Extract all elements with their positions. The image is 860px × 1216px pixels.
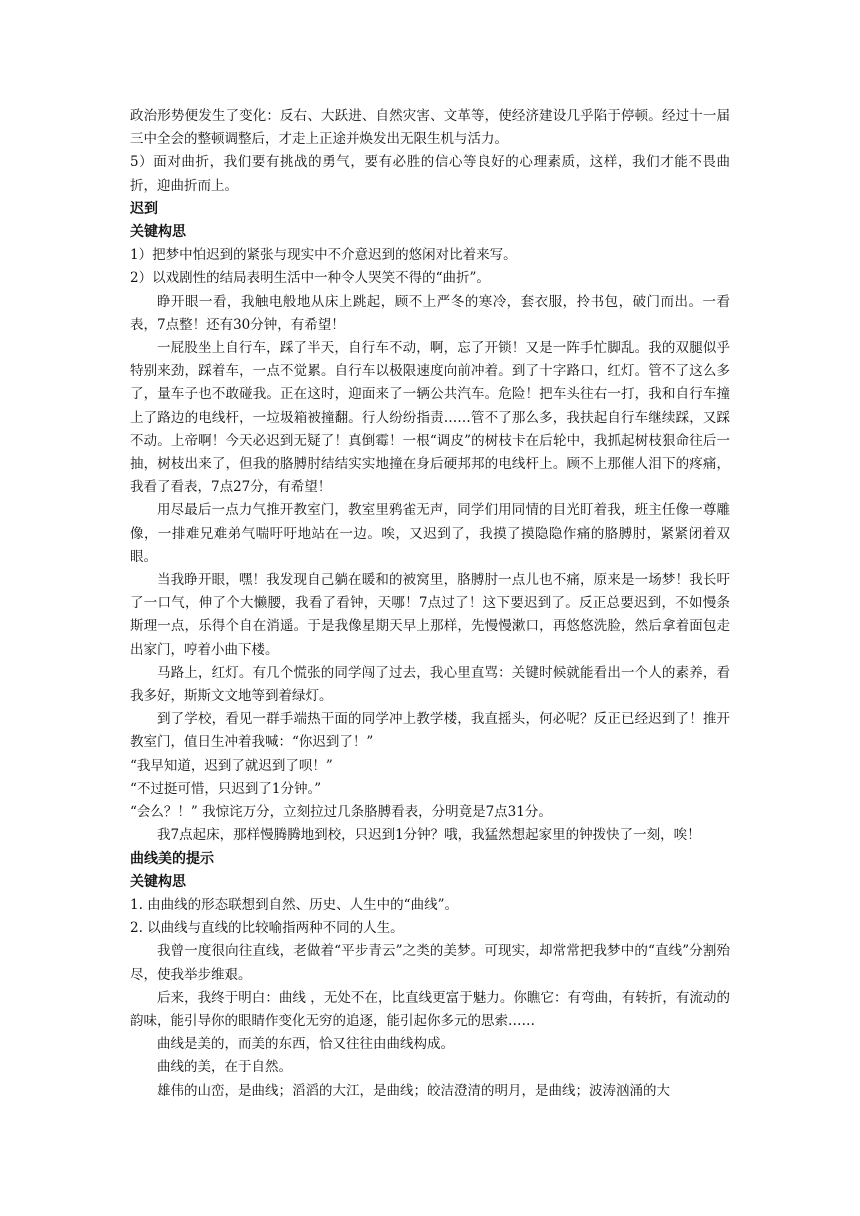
key-idea-heading: 关键构思	[130, 224, 186, 241]
dialog-line: “我早知道，迟到了就迟到了呗！”	[130, 757, 333, 774]
body-paragraph: 后来，我终于明白：曲线 ，无处不在，比直线更富于魅力。你瞧它：有弯曲，有转折，有流动的韵味，能引导你的眼睛作变化无穷的追逐，能引起你多元的思索……	[130, 989, 730, 1029]
body-paragraph: 用尽最后一点力气推开教室门，教室里鸦雀无声，同学们用同情的目光盯着我，班主任像一尊雕像，一排难兄难弟气喘吁吁地站在一边。唉，又迟到了，我摸了摸隐隐作痛的胳膊肘，紧紧闭着双眼。	[130, 502, 730, 565]
dialog-line: “不过挺可惜，只迟到了1分钟。”	[130, 780, 322, 797]
ending-paragraph: 我7点起床，那样慢腾腾地到校，只迟到1分钟？哦，我猛然想起家里的钟拨快了一刻，唉！	[157, 827, 701, 844]
dialog-line: “会么？！” 我惊诧万分，立刻拉过几条胳膊看表，分明竟是7点31分。	[130, 804, 552, 821]
body-paragraph: 曲线的美，在于自然。	[157, 1059, 292, 1076]
section-title-curve-beauty: 曲线美的提示	[130, 850, 214, 867]
body-paragraph: 睁开眼一看，我触电般地从床上跳起，顾不上严冬的寒冷，套衣服，拎书包，破门而出。一看表，7点整！还有30分钟，有希望！	[130, 293, 730, 333]
document-body	[130, 105, 730, 1103]
body-paragraph: 当我睁开眼，嘿！我发现自己躺在暖和的被窝里，胳膊肘一点儿也不痛，原来是一场梦！我长吁了一口气，伸了个大懒腰，我看了看钟，天哪！7点过了！这下要迟到了。反正总要迟到，不如慢条斯理一点，乐得个自在消遥。于是我像星期天早上那样，先慢慢漱口，再悠悠洗脸，然后拿着面包走出家门，哼着小曲下楼。	[130, 572, 730, 658]
body-paragraph: 一屁股坐上自行车，踩了半天，自行车不动，啊，忘了开锁！又是一阵手忙脚乱。我的双腿似乎特别来劲，踩着车，一点不觉累。自行车以极限速度向前冲着。到了十字路口，红灯。管不了这么多了，量车子也不敢碰我。正在这时，迎面来了一辆公共汽车。危险！把车头往右一打，我和自行车撞上了路边的电线杆，一垃圾箱被撞翻。行人纷纷指责……管不了那么多，我扶起自行车继续踩，又踩不动。上帝啊！今天必迟到无疑了！真倒霉！一根“调皮”的树枝卡在后轮中，我抓起树枝狠命往后一抽，树枝出来了，但我的胳膊肘结结实实地撞在身后硬邦邦的电线杆上。顾不上那催人泪下的疼痛，我看了看表，7点27分，有希望！	[130, 340, 730, 496]
intro-paragraph: 政治形势便发生了变化：反右、大跃进、自然灾害、文革等，使经济建设几乎陷于停顿。经过十一届三中全会的整顿调整后，才走上正途并焕发出无限生机与活力。	[130, 108, 730, 148]
body-paragraph: 马路上，红灯。有几个慌张的同学闯了过去，我心里直骂：关键时候就能看出一个人的素养，看我多好，斯斯文文地等到着绿灯。	[130, 664, 730, 705]
section-title-late: 迟到	[130, 200, 158, 217]
key-idea-heading: 关键构思	[130, 873, 186, 890]
body-paragraph: 曲线是美的，而美的东西，恰又往往由曲线构成。	[157, 1036, 454, 1053]
body-paragraph: 到了学校，看见一群手端热干面的同学冲上教学楼，我直摇头，何必呢？反正已经迟到了！推开教室门，值日生冲着我喊：“你迟到了！”	[130, 711, 730, 751]
body-paragraph: 雄伟的山峦，是曲线；滔滔的大江，是曲线；皎洁澄清的明月，是曲线；波涛汹涌的大	[157, 1082, 670, 1099]
intro-point-5: 5）面对曲折，我们要有挑战的勇气，要有必胜的信心等良好的心理素质，这样，我们才能不畏曲折，迎曲折而上。	[130, 154, 730, 194]
key-point: 2）以戏剧性的结局表明生活中一种令人哭笑不得的“曲折”。	[130, 270, 490, 287]
key-point: 1. 由曲线的形态联想到自然、历史、人生中的“曲线”。	[130, 896, 458, 913]
body-paragraph: 我曾一度很向往直线，老做着“平步青云”之类的美梦。可现实，却常常把我梦中的“直线”分割殆尽，使我举步维艰。	[130, 943, 730, 983]
key-point: 2. 以曲线与直线的比较喻指两种不同的人生。	[130, 920, 404, 937]
key-point: 1）把梦中怕迟到的紧张与现实中不介意迟到的悠闲对比着来写。	[130, 247, 517, 264]
